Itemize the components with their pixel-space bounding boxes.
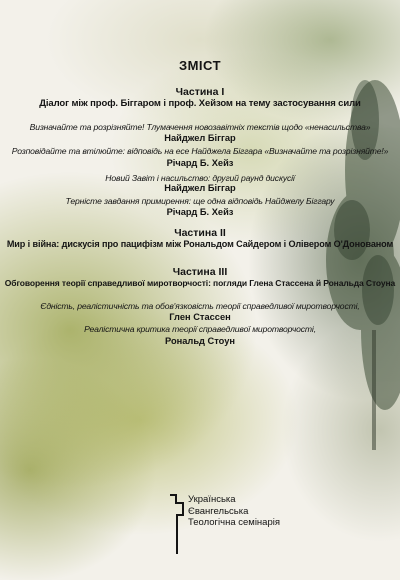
page-title: ЗМІСТ	[178, 58, 222, 73]
logo-line: Українська	[188, 494, 236, 505]
part-2-heading: Мир і війна: дискусія про пацифізм між Рональдом Сайдером і Олівером О'Донованом	[6, 239, 394, 249]
seminary-logo-icon	[170, 494, 186, 556]
logo-line: Євангельська	[188, 505, 249, 517]
entry-author: Найджел Біггар	[164, 133, 236, 143]
entry-title: Єдність, реалістичність та обов'язковість теорії справедливої миротворчості,	[40, 301, 360, 311]
seminary-logo-text	[188, 494, 280, 529]
part-3-heading: Обговорення теорії справедливої миротворчості: погляди Глена Стассена й Рональда Стоуна	[4, 278, 396, 288]
seminary-logo	[170, 494, 300, 564]
entry-author: Річард Б. Хейз	[166, 207, 234, 217]
entry-title: Розповідайте та втілюйте: відповідь на есе Найджела Біггара «Визначайте та розрізняйте!»	[11, 146, 389, 156]
entry-author: Річард Б. Хейз	[166, 158, 234, 168]
part-1-label: Частина І	[175, 86, 225, 98]
entry-title: Реалістична критика теорії справедливої миротворчості,	[84, 324, 316, 334]
entry-title: Визначайте та розрізняйте! Тлумачення новозавітніх текстів щодо «ненасильства»	[29, 122, 371, 132]
part-1-heading: Діалог між проф. Біггаром і проф. Хейзом на тему застосування сили	[39, 98, 361, 109]
entry-author: Глен Стассен	[169, 312, 231, 322]
entry-author: Найджел Біггар	[164, 183, 236, 193]
part-3-label: Частина ІІІ	[172, 266, 228, 278]
entry-author: Рональд Стоун	[164, 336, 236, 346]
part-2-label: Частина ІІ	[174, 227, 226, 239]
entry-title: Новий Завіт і насильство: другий раунд дискусії	[105, 173, 295, 183]
logo-line: Теологічна семінарія	[188, 517, 280, 528]
entry-title: Терністе завдання примирення: ще одна відповідь Найджелу Біггару	[65, 196, 335, 206]
